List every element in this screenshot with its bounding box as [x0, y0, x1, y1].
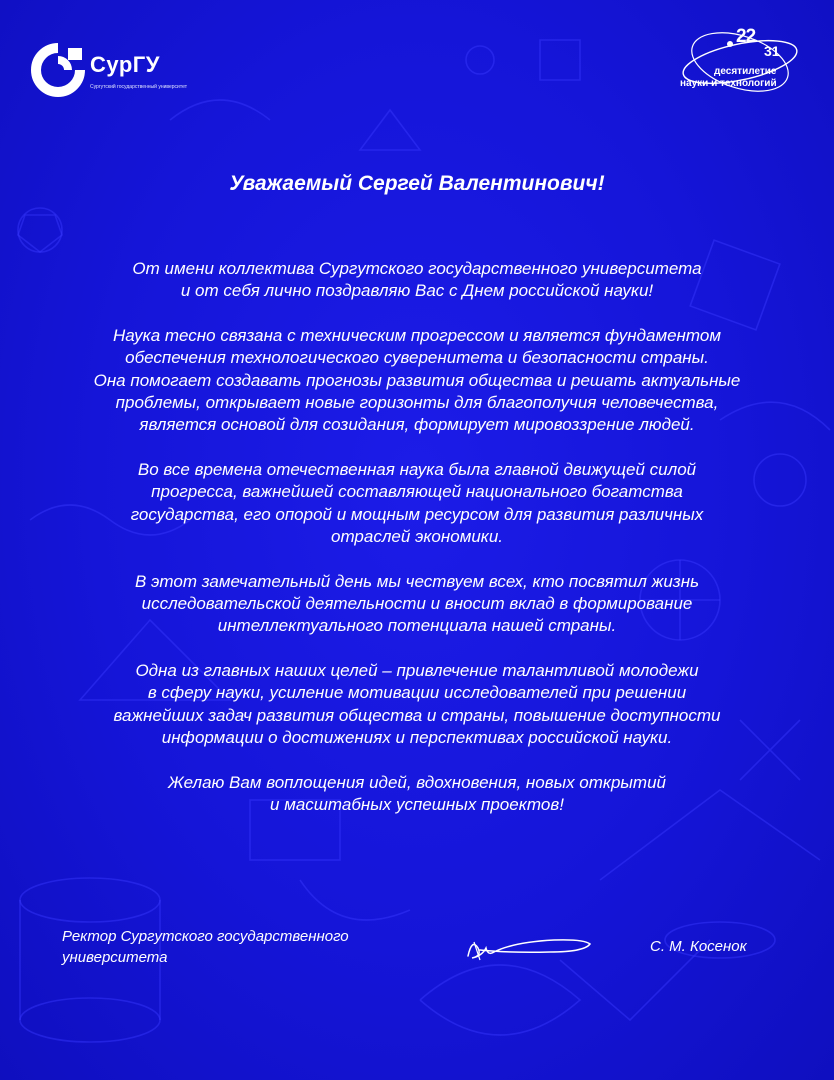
greeting: Уважаемый Сергей Валентинович! [229, 172, 605, 195]
paragraph: Одна из главных наших целей – привлечение талантливой молодежи в сферу науки, усиление мотивации исследователей при решении важнейших задач развития общества и страны, повышение доступности информации о достижениях и перспективах российской науки. [113, 661, 721, 748]
logo-subtitle: Сургутский государственный университет [90, 84, 187, 90]
surgu-logo [30, 42, 200, 102]
signatory-title: Ректор Сургутского государственного университета [62, 928, 349, 966]
decade-years-end: 31 [764, 43, 780, 59]
decade-line1: десятилетие [714, 66, 777, 77]
letter-body [30, 258, 804, 839]
paragraph: В этот замечательный день мы чествуем всех, кто посвятил жизнь исследовательской деятельности и вносит вклад в формирование интеллектуального потенциала нашей страны. [134, 571, 700, 636]
surgu-logo-icon [30, 42, 86, 98]
paragraph: От имени коллектива Сургутского государственного университета и от себя лично поздравляю Вас с Днем российской науки! [132, 259, 702, 301]
paragraph: Во все времена отечественная наука была главной движущей силой прогресса, важнейшей составляющей национального богатства государства, его опорой и мощным ресурсом для развития различных отраслей экономики. [130, 460, 704, 546]
decade-of-science-logo [672, 22, 802, 102]
paragraph: Наука тесно связана с техническим прогрессом и является фундаментом обеспечения технологического суверенитета и безопасности страны. Она помогает создавать прогнозы развития общества и решать актуальные проблемы, открывает новые горизонты для благополучия человечества, является основой для созидания, формирует мировоззрение людей. [93, 326, 741, 435]
decade-years-start: 22 [736, 26, 756, 47]
paragraph: Желаю Вам воплощения идей, вдохновения, новых открытий и масштабных успешных проектов! [168, 772, 666, 815]
signatory-name: С. М. Косенок [650, 938, 747, 955]
logo-name: СурГУ [90, 52, 160, 77]
decade-line2: науки и технологий [680, 78, 777, 89]
handwritten-signature [460, 928, 600, 968]
